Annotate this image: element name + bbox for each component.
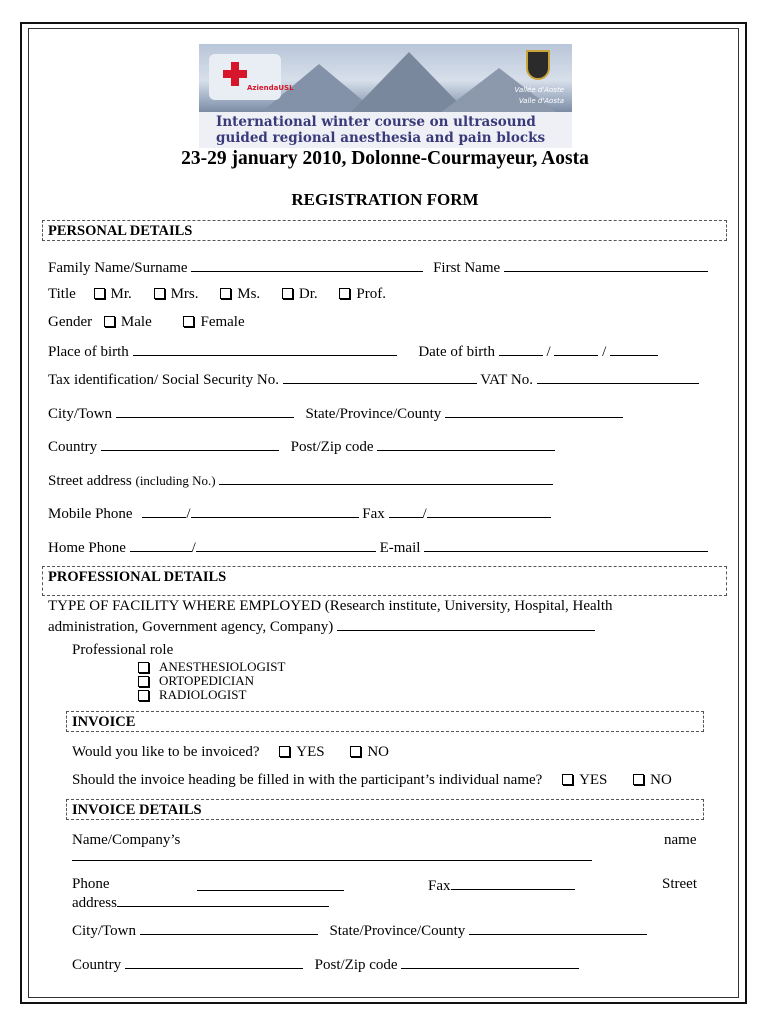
title-dr-checkbox[interactable] xyxy=(282,288,293,299)
invoice-street-label: Street xyxy=(662,876,697,892)
city-row: City/Town State/Province/County xyxy=(48,404,623,423)
place-of-birth-field[interactable] xyxy=(133,342,397,356)
invoice-phone-field[interactable] xyxy=(197,890,344,891)
title-mrs-checkbox[interactable] xyxy=(154,288,165,299)
invoice-state-field[interactable] xyxy=(469,921,647,935)
birth-month-field[interactable] xyxy=(554,342,598,356)
personal-details-header: PERSONAL DETAILS xyxy=(42,220,727,241)
title-row: Title Mr. Mrs. Ms. Dr. Prof. xyxy=(48,286,387,302)
fax-prefix-field[interactable] xyxy=(389,504,423,518)
invoice-address-row: address xyxy=(72,893,329,912)
invoice-city-row: City/Town State/Province/County xyxy=(72,921,647,940)
invoice-question-2: Should the invoice heading be filled in with the participant’s individual name? YES NO xyxy=(72,772,672,788)
form-title: REGISTRATION FORM xyxy=(291,190,479,209)
mobile-number-field[interactable] xyxy=(191,504,359,518)
invoice-country-row: Country Post/Zip code xyxy=(72,955,579,974)
invoice-country-field[interactable] xyxy=(125,955,303,969)
region-name-it: Valle d'Aosta xyxy=(518,97,564,105)
region-name-fr: Vallée d'Aoste xyxy=(514,86,564,94)
tax-id-field[interactable] xyxy=(283,370,477,384)
home-row: Home Phone / E-mail xyxy=(48,538,708,557)
vat-field[interactable] xyxy=(537,370,699,384)
invoice-details-header: INVOICE DETAILS xyxy=(66,799,704,820)
street-row: Street address (including No.) xyxy=(48,471,553,490)
role-radiologist-checkbox[interactable] xyxy=(138,690,149,701)
course-banner xyxy=(199,44,572,148)
individual-name-yes-checkbox[interactable] xyxy=(562,774,573,785)
role-radiologist: RADIOLOGIST xyxy=(138,687,246,703)
tax-row: Tax identification/ Social Security No. VAT No. xyxy=(48,370,699,389)
birth-row: Place of birth Date of birth / / xyxy=(48,342,658,361)
professional-role-label: Professional role xyxy=(72,642,174,658)
role-anesthesiologist: ANESTHESIOLOGIST xyxy=(138,659,285,675)
family-name-field[interactable] xyxy=(191,258,423,272)
fax-number-field[interactable] xyxy=(427,504,551,518)
invoice-header: INVOICE xyxy=(66,711,704,732)
country-row: Country Post/Zip code xyxy=(48,437,555,456)
title-mr-checkbox[interactable] xyxy=(94,288,105,299)
role-ortopedician: ORTOPEDICIAN xyxy=(138,673,254,689)
birth-year-field[interactable] xyxy=(610,342,658,356)
family-name-row: Family Name/Surname First Name xyxy=(48,258,708,277)
banner-title-line2: guided regional anesthesia and pain blocks xyxy=(216,130,546,146)
invoice-no-checkbox[interactable] xyxy=(350,746,361,757)
home-number-field[interactable] xyxy=(196,538,376,552)
invoice-address-field[interactable] xyxy=(117,893,329,907)
title-ms-checkbox[interactable] xyxy=(220,288,231,299)
invoice-question-1: Would you like to be invoiced? YES NO xyxy=(72,744,390,760)
mobile-row: Mobile Phone / Fax / xyxy=(48,504,551,523)
state-field[interactable] xyxy=(445,404,623,418)
facility-field[interactable] xyxy=(337,617,595,631)
event-date-location: 23-29 january 2010, Dolonne-Courmayeur, Aosta xyxy=(181,148,589,169)
invoice-yes-checkbox[interactable] xyxy=(279,746,290,757)
email-field[interactable] xyxy=(424,538,708,552)
valle-aosta-crest-icon xyxy=(526,50,550,80)
title-prof-checkbox[interactable] xyxy=(339,288,350,299)
banner-title-line1: International winter course on ultrasound xyxy=(216,114,536,130)
birth-day-field[interactable] xyxy=(499,342,543,356)
facility-line1: TYPE OF FACILITY WHERE EMPLOYED (Research institute, University, Hospital, Health xyxy=(48,598,613,614)
first-name-field[interactable] xyxy=(504,258,708,272)
individual-name-no-checkbox[interactable] xyxy=(633,774,644,785)
invoice-name-label: name xyxy=(664,832,697,848)
facility-row: administration, Government agency, Company) xyxy=(48,617,595,636)
invoice-name-field[interactable] xyxy=(72,860,592,861)
invoice-name-company-label: Name/Company’s xyxy=(72,832,181,848)
role-ortopedician-checkbox[interactable] xyxy=(138,676,149,687)
invoice-fax-row: Fax xyxy=(428,876,575,895)
invoice-city-field[interactable] xyxy=(140,921,318,935)
invoice-phone-label: Phone xyxy=(72,876,110,892)
city-field[interactable] xyxy=(116,404,294,418)
mobile-prefix-field[interactable] xyxy=(142,504,186,518)
gender-female-checkbox[interactable] xyxy=(183,316,194,327)
home-prefix-field[interactable] xyxy=(130,538,192,552)
zip-field[interactable] xyxy=(377,437,555,451)
street-field[interactable] xyxy=(219,471,553,485)
gender-male-checkbox[interactable] xyxy=(104,316,115,327)
gender-row: Gender Male Female xyxy=(48,314,245,330)
professional-details-header: PROFESSIONAL DETAILS xyxy=(42,566,727,596)
azienda-usl-logo: AziendaUSL xyxy=(209,54,281,100)
country-field[interactable] xyxy=(101,437,279,451)
red-cross-icon xyxy=(223,62,247,86)
invoice-zip-field[interactable] xyxy=(401,955,579,969)
invoice-fax-field[interactable] xyxy=(451,876,575,890)
role-anesthesiologist-checkbox[interactable] xyxy=(138,662,149,673)
